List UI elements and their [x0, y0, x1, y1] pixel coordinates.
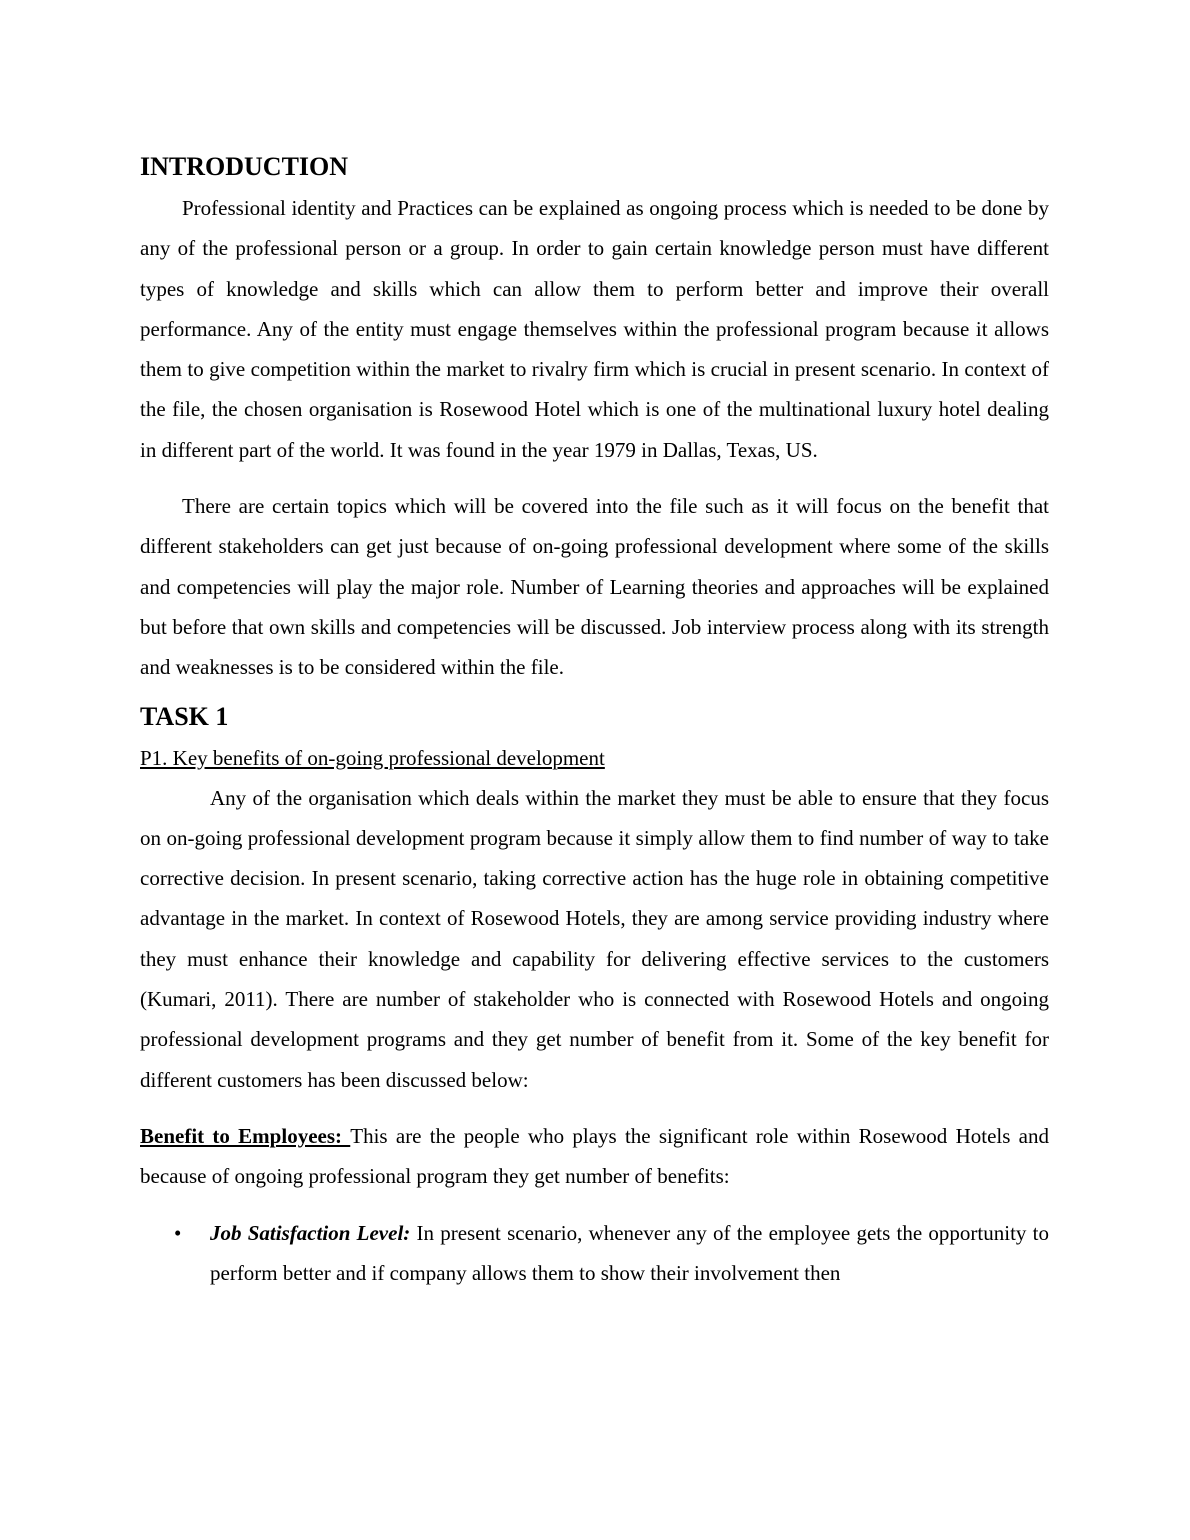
introduction-heading: INTRODUCTION: [140, 152, 349, 181]
bullet-text: In present scenario, whenever any of the employee gets the opportunity to perform better and if company allows them to show their involvement then: [210, 1220, 1049, 1285]
benefit-employees-text: This are the people who plays the significant role within Rosewood Hotels and because of ongoing professional program they get number of benefits:: [140, 1123, 1049, 1189]
list-item: [140, 1213, 1049, 1294]
introduction-paragraph-2: There are certain topics which will be covered into the file such as it will focus on the benefit that different stakeholders can get just because of on-going professional development where some of the skills and competencies will play the major role. Number of Learning theories and approaches will be explained but before that own skills and competencies will be discussed. Job interview process along with its strength and weaknesses is to be considered within the file.: [140, 494, 1049, 680]
document-page: [140, 150, 1049, 1293]
bullet-icon: •: [174, 1220, 182, 1245]
introduction-paragraph-1: Professional identity and Practices can be explained as ongoing process which is needed to be done by any of the professional person or a group. In order to gain certain knowledge person must have different types of knowledge and skills which can allow them to perform better and improve their overall performance. Any of the entity must engage themselves within the professional program because it allows them to give competition within the market to rivalry firm which is crucial in present scenario. In context of the file, the chosen organisation is Rosewood Hotel which is one of the multinational luxury hotel dealing in different part of the world. It was found in the year 1979 in Dallas, Texas, US.: [140, 196, 1049, 462]
task1-subheading: P1. Key benefits of on-going professional development: [140, 745, 605, 770]
benefit-employees-paragraph: [140, 1116, 1049, 1197]
task1-paragraph-1: Any of the organisation which deals within the market they must be able to ensure that they focus on on-going professional development program because it simply allow them to find number of way to take corrective decision. In present scenario, taking corrective action has the huge role in obtaining competitive advantage in the market. In context of Rosewood Hotels, they are among service providing industry where they must enhance their knowledge and capability for delivering effective services to the customers (Kumari, 2011). There are number of stakeholder who is connected with Rosewood Hotels and ongoing professional development programs and they get number of benefit from it. Some of the key benefit for different customers has been discussed below:: [140, 785, 1049, 1092]
benefit-list: [140, 1213, 1049, 1294]
task1-heading: TASK 1: [140, 701, 229, 731]
bullet-title: Job Satisfaction Level:: [210, 1220, 411, 1245]
benefit-employees-label: Benefit to Employees:: [140, 1123, 351, 1148]
